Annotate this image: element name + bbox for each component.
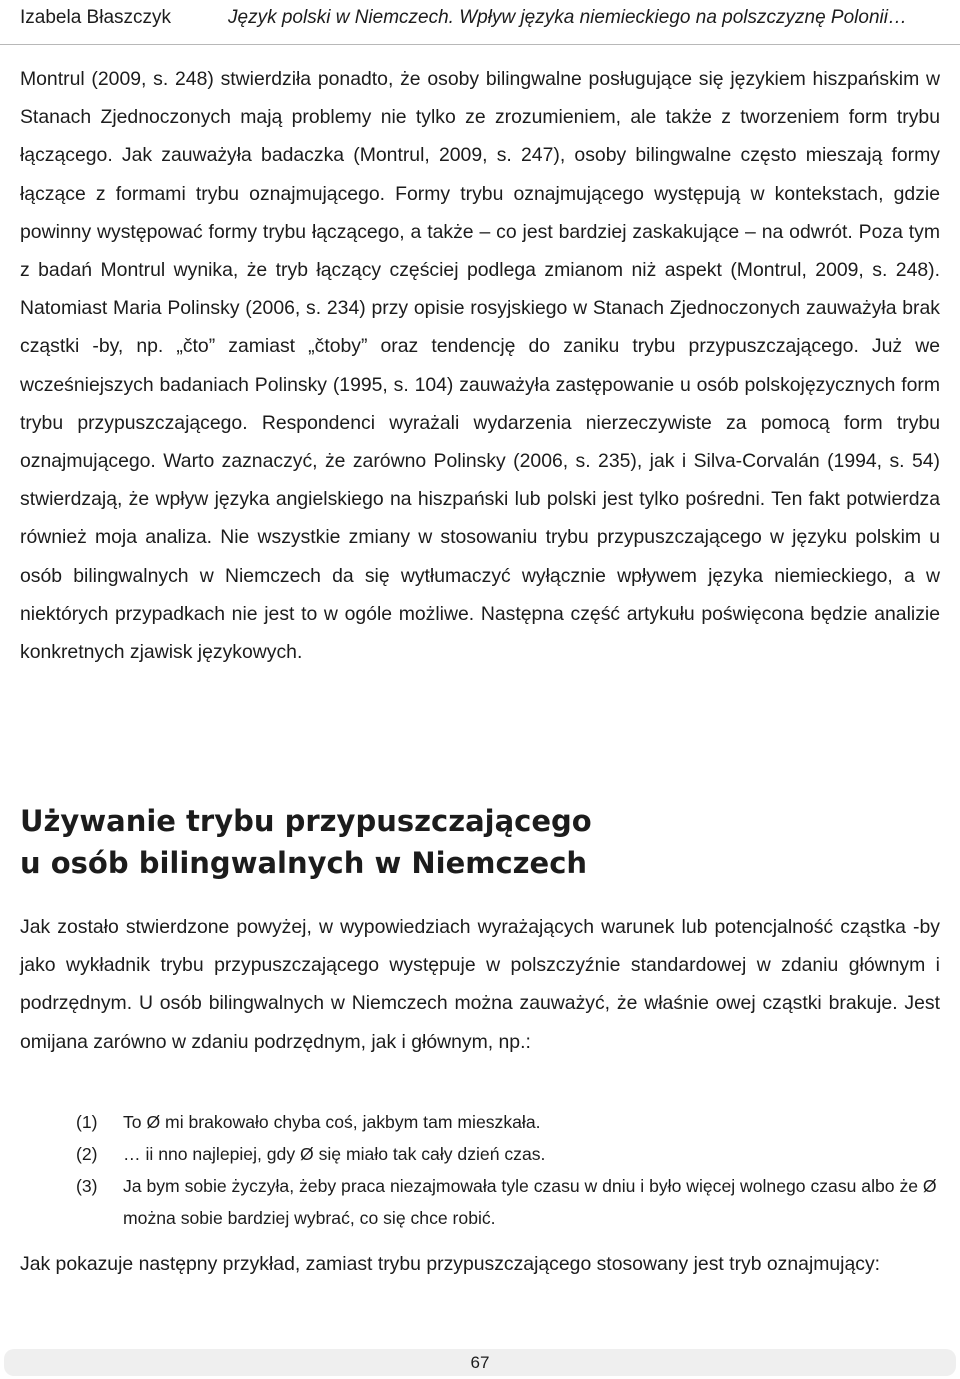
body-paragraph-2: Jak zostało stwierdzone powyżej, w wypowiedziach wyrażających warunek lub potencjalność cząstka -by jako wykładnik trybu przypuszczającego występuje w polszczyźnie standardowej w zdaniu głównym i podrzędnym. U osób bilingwalnych w Niemczech można zauważyć, że właśnie owej cząstki brakuje. Jest omijana zarówno w zdaniu podrzędnym, jak i głównym, np.: [20,916,940,1053]
body-paragraph-1: Montrul (2009, s. 248) stwierdziła ponadto, że osoby bilingwalne posługujące się językiem hiszpańskim w Stanach Zjednoczonych mają problemy nie tylko ze zrozumieniem, ale także z tworzeniem form trybu łączącego. Jak zauważyła badaczka (Montrul, 2009, s. 247), osoby bilingwalne często mieszają formy łączące z formami trybu oznajmującego. Formy trybu oznajmującego występują w kontekstach, gdzie powinny występować formy trybu łączącego, a także – co jest bardziej zaskakujące – na odwrót. Poza tym z badań Montrul wynika, że tryb łączący częściej podlega zmianom niż aspekt (Montrul, 2009, s. 248). Natomiast Maria Polinsky (2006, s. 234) przy opisie rosyjskiego w Stanach Zjednoczonych zauważyła brak cząstki -by, np. „čto” zamiast „čtoby” oraz tendencję do zaniku trybu przypuszczającego. Już we wcześniejszych badaniach Polinsky (1995, s. 104) zauważyła zastępowanie u osób polskojęzycznych form trybu przypuszczającego. Respondenci wyrażali wydarzenia nierzeczywiste za pomocą form trybu oznajmującego. Warto zaznaczyć, że zarówno Polinsky (2006, s. 235), jak i Silva-Corvalán (1994, s. 54) stwierdzają, że wpływ języka angielskiego na hiszpański lub polski jest tylko pośredni. Ten fakt potwierdza również moja analiza. Nie wszystkie zmiany w stosowaniu trybu przypuszczającego w języku polskim u osób bilingwalnych w Niemczech da się wytłumaczyć wyłącznie wpływem języka niemieckiego, a w niektórych przypadkach nie jest to w ogóle możliwe. Następna część artykułu poświęcona będzie analizie konkretnych zjawisk językowych. [20,68,940,664]
section-heading-line-2: u osób bilingwalnych w Niemczech [20,846,588,880]
example-item [20,1106,940,1138]
running-head-author: Izabela Błaszczyk [20,7,172,28]
example-number: (3) [76,1176,98,1196]
section-heading [20,800,940,884]
example-text: To Ø mi brakowało chyba coś, jakbym tam mieszkała. [123,1112,541,1132]
example-item [20,1138,940,1170]
page-number: 67 [470,1353,490,1372]
running-head-title: Język polski w Niemczech. Wpływ języka niemieckiego na polszczyznę Polonii… [228,7,907,28]
example-text: Ja bym sobie życzyła, żeby praca niezajmowała tyle czasu w dniu i było więcej wolnego czasu albo że Ø można sobie bardziej wybrać, co się chce robić. [123,1176,937,1228]
example-list [20,1106,940,1234]
example-number: (2) [76,1144,98,1164]
running-head [20,6,942,30]
section-heading-line-1: Używanie trybu przypuszczającego [20,804,592,838]
body-paragraph-3: Jak pokazuje następny przykład, zamiast trybu przypuszczającego stosowany jest tryb oznajmujący: [20,1253,881,1275]
example-number: (1) [76,1112,98,1132]
header-divider [0,44,960,45]
example-item [20,1170,940,1234]
example-text: … ii nno najlepiej, gdy Ø się miało tak cały dzień czas. [123,1144,546,1164]
